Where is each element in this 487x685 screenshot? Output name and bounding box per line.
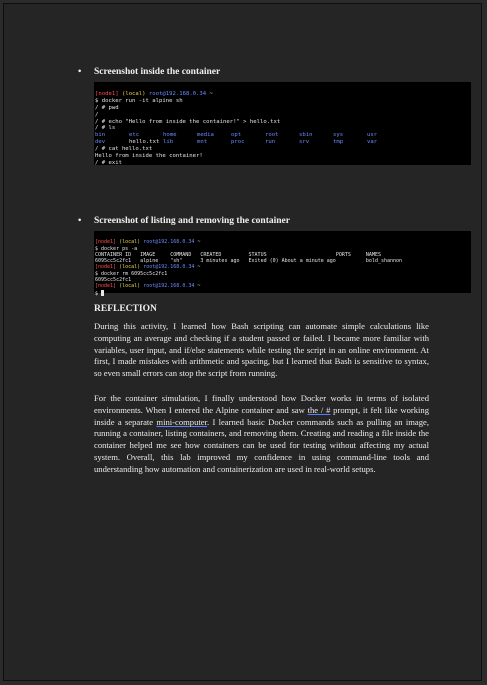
bullet-item-screenshot-listing (78, 216, 290, 226)
section-title: Screenshot of listing and removing the container (94, 216, 290, 226)
bullet-icon: • (78, 216, 82, 226)
terminal-line: Hello from inside the container! (95, 153, 203, 160)
terminal-prompt: [node1] (local) root@192.168.0.34 ~ (95, 90, 213, 97)
terminal-line: / # ls (95, 125, 116, 132)
cursor-icon (101, 290, 104, 296)
terminal-line: / # pwd (95, 104, 119, 111)
bullet-item-screenshot-inside (78, 67, 220, 77)
terminal-line: $ docker rm 6095cc5c2fc1 (95, 270, 168, 277)
section-title: Screenshot inside the container (94, 67, 221, 77)
terminal-screenshot-1 (94, 82, 471, 165)
terminal-input-line: $ (95, 290, 471, 297)
underlined-text: mini-computer (156, 416, 207, 427)
ls-output-row: bin etc home media opt root sbin sys usr (95, 132, 378, 139)
ls-output-row: dev hello.txt lib mnt proc run srv tmp var (95, 139, 378, 146)
underlined-text: the / # (307, 404, 331, 415)
terminal-prompt: [node1] (local) root@192.168.0.34 ~ (95, 264, 201, 271)
terminal-prompt: [node1] (local) root@192.168.0.34 ~ (95, 283, 201, 290)
terminal-line: 6095cc5c2fc1 alpine "sh" 3 minutes ago Exited (0) About a minute ago bold_shannon (95, 258, 403, 265)
terminal-line: / # echo "Hello from inside the container!" > hello.txt (95, 118, 281, 125)
terminal-line: 6095cc5c2fc1 (95, 277, 132, 284)
terminal-line: $ docker run -it alpine sh (95, 97, 183, 104)
terminal-line: $ docker ps -a (95, 245, 138, 252)
terminal-line: / # exit (95, 159, 122, 166)
terminal-line: / (95, 111, 99, 118)
reflection-paragraph-1: During this activity, I learned how Bash scripting can automate simple calculations like computing an average and checking if a student passed or failed. I became more familiar with variables, user input, and if/else statements while testing the script in an online environment. At first, I made mistakes with arithmetic and spacing, but I learned that Bash is sensitive to syntax, so even small errors can stop the script from running. (94, 321, 429, 379)
terminal-screenshot-2 (94, 231, 471, 297)
bullet-icon: • (78, 67, 82, 77)
terminal-prompt: [node1] (local) root@192.168.0.34 ~ (95, 239, 201, 246)
reflection-paragraph-2: For the container simulation, I finally understood how Docker works in terms of isolated environments. When I entered the Alpine container and saw the / # prompt, it felt like working inside a separate mini-computer. I learned basic Docker commands such as pulling an image, running a container, listing containers, and removing them. Creating and reading a file inside the container helped me see how containers can be used for testing without affecting my actual system. Overall, this lab improved my confidence in using command-line tools and understanding how automation and containerization are used in real-world setups. (94, 393, 430, 474)
terminal-line: / # cat hello.txt (95, 146, 153, 153)
reflection-heading: REFLECTION (94, 304, 157, 314)
terminal-line: CONTAINER ID IMAGE COMMAND CREATED STATUS PORTS NAMES (95, 251, 381, 258)
document-page (3, 3, 482, 681)
